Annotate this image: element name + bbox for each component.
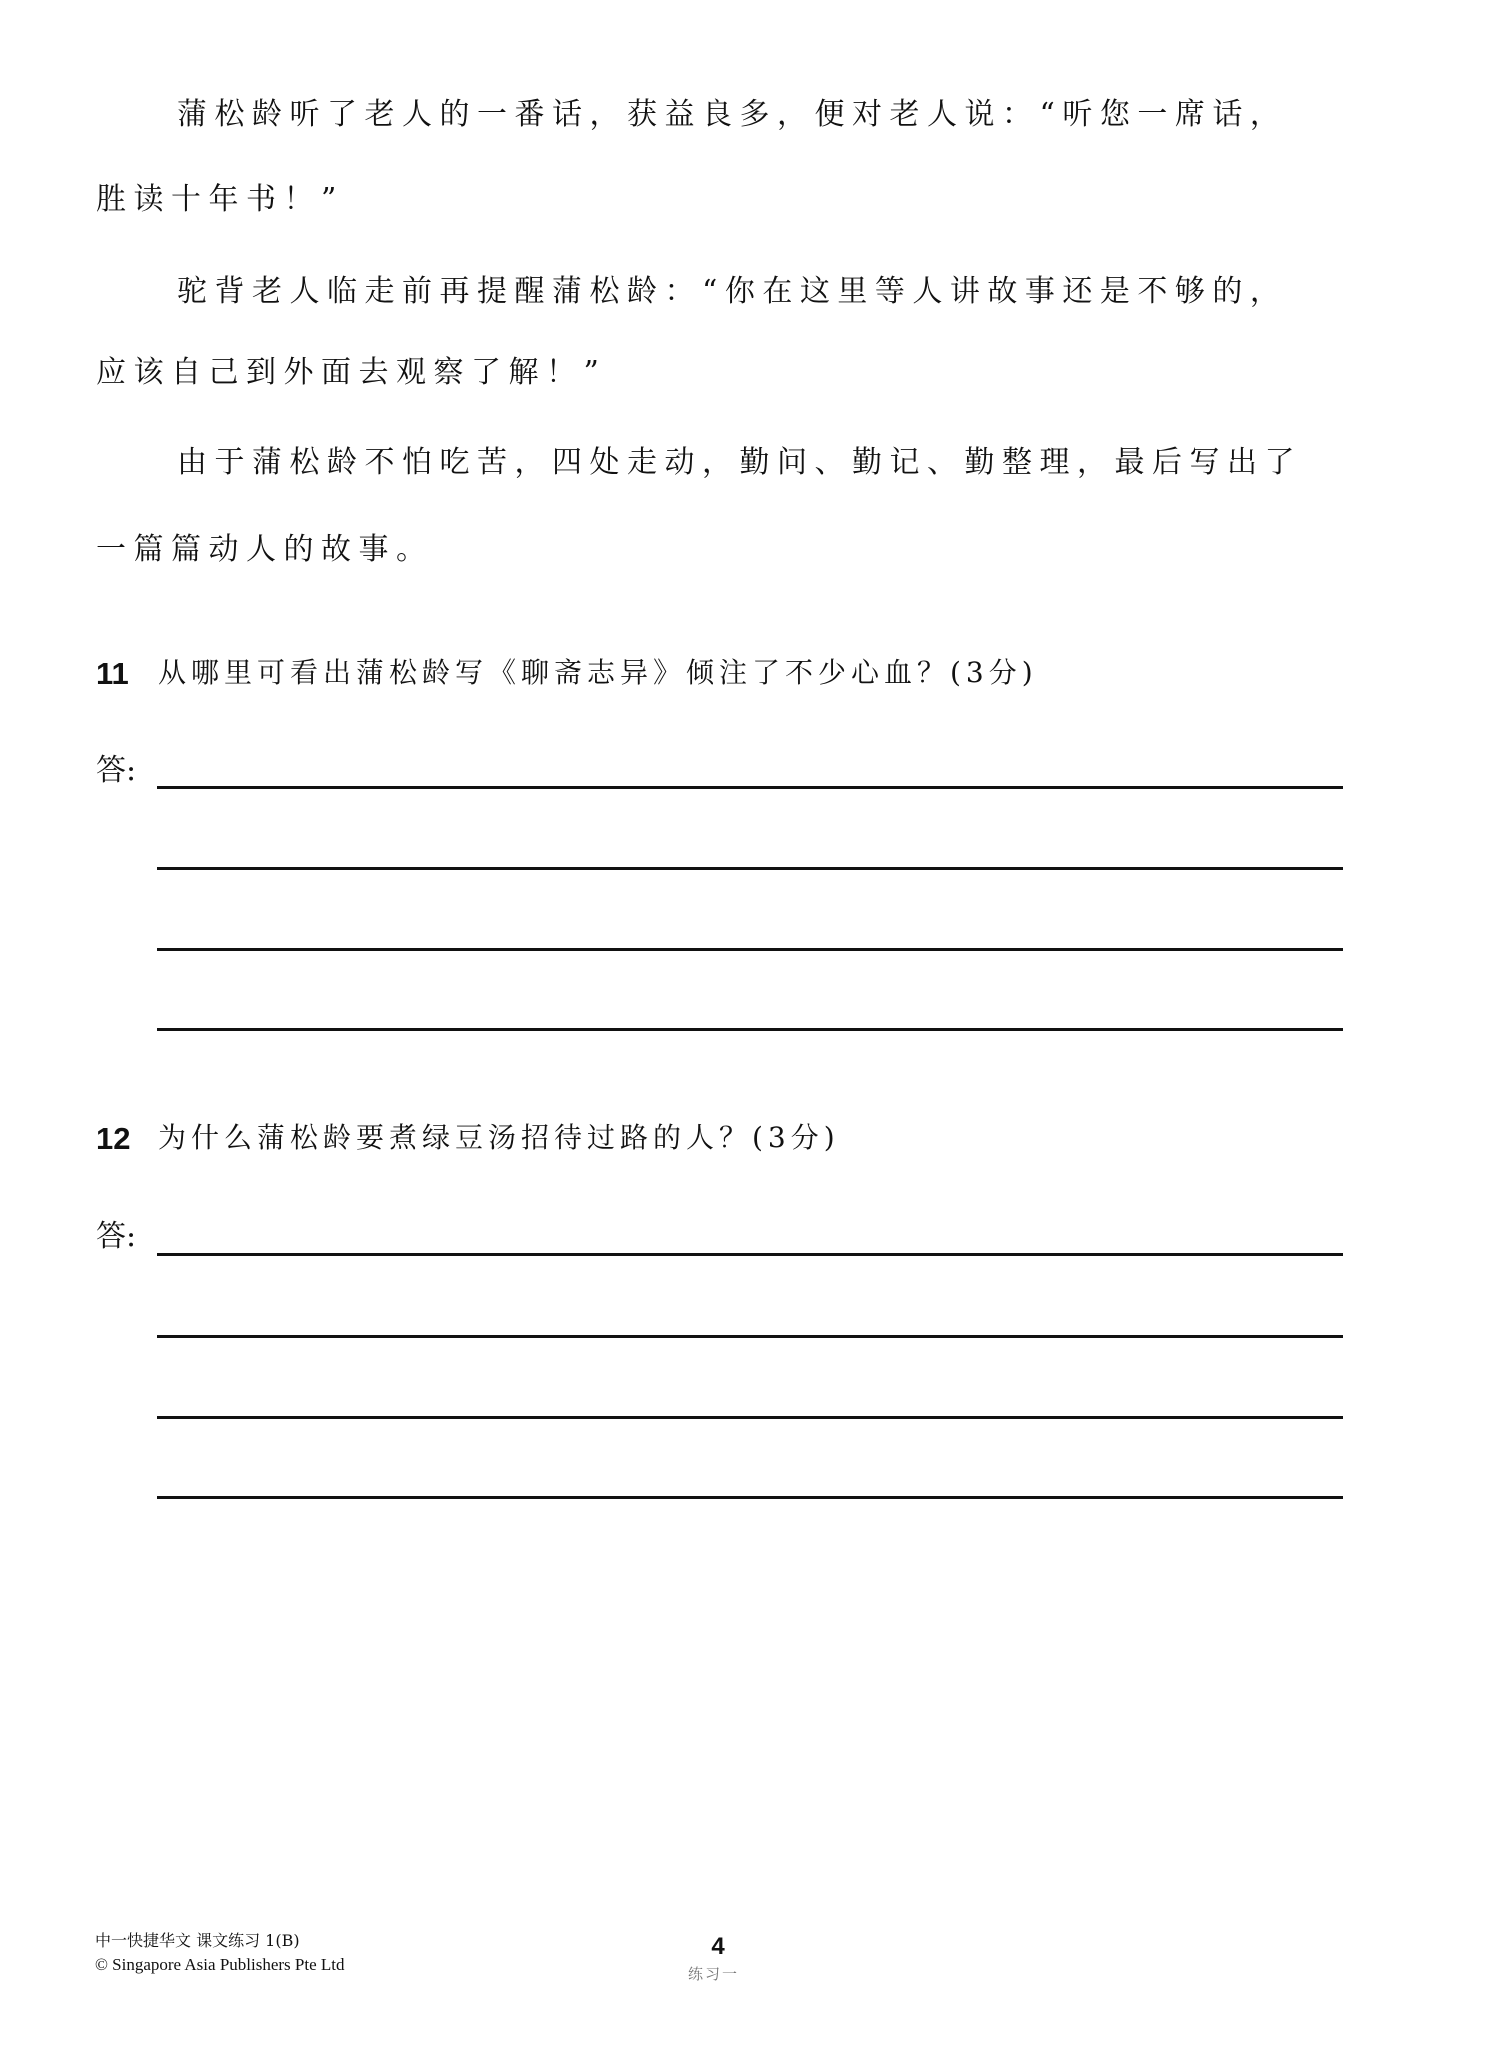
question-number: 11 xyxy=(96,656,129,691)
answer-label: 答: xyxy=(96,1219,137,1254)
answer-line-2[interactable] xyxy=(157,1335,1343,1338)
paragraph-3-line-2: 一篇篇动人的故事。 xyxy=(96,532,434,567)
paragraph-1-line-2: 胜读十年书！” xyxy=(96,182,344,217)
answer-line-4[interactable] xyxy=(157,1496,1343,1499)
question-text: 为什么蒲松龄要煮绿豆汤招待过路的人？(3分) xyxy=(158,1121,840,1154)
page-number: 4 xyxy=(711,1933,725,1960)
paragraph-2-line-2: 应该自己到外面去观察了解！” xyxy=(96,355,607,390)
question-text: 从哪里可看出蒲松龄写《聊斋志异》倾注了不少心血？(3分) xyxy=(158,656,1038,689)
answer-label: 答: xyxy=(96,753,137,788)
answer-line-1[interactable] xyxy=(157,1253,1343,1256)
answer-line-2[interactable] xyxy=(157,867,1343,870)
copyright: © Singapore Asia Publishers Pte Ltd xyxy=(95,1955,345,1974)
answer-line-3[interactable] xyxy=(157,1416,1343,1419)
answer-line-1[interactable] xyxy=(157,786,1343,789)
book-title: 中一快捷华文 课文练习 1(B) xyxy=(95,1931,300,1950)
answer-line-3[interactable] xyxy=(157,948,1343,951)
question-number: 12 xyxy=(96,1121,131,1156)
paragraph-3-line-1: 由于蒲松龄不怕吃苦，四处走动，勤问、勤记、勤整理，最后写出了 xyxy=(177,445,1302,480)
paragraph-2-line-1: 驼背老人临走前再提醒蒲松龄：“你在这里等人讲故事还是不够的， xyxy=(177,274,1288,309)
paragraph-1-line-1: 蒲松龄听了老人的一番话，获益良多，便对老人说：“听您一席话， xyxy=(177,97,1288,132)
answer-line-4[interactable] xyxy=(157,1028,1343,1031)
section-label: 练习一 xyxy=(688,1965,740,1983)
